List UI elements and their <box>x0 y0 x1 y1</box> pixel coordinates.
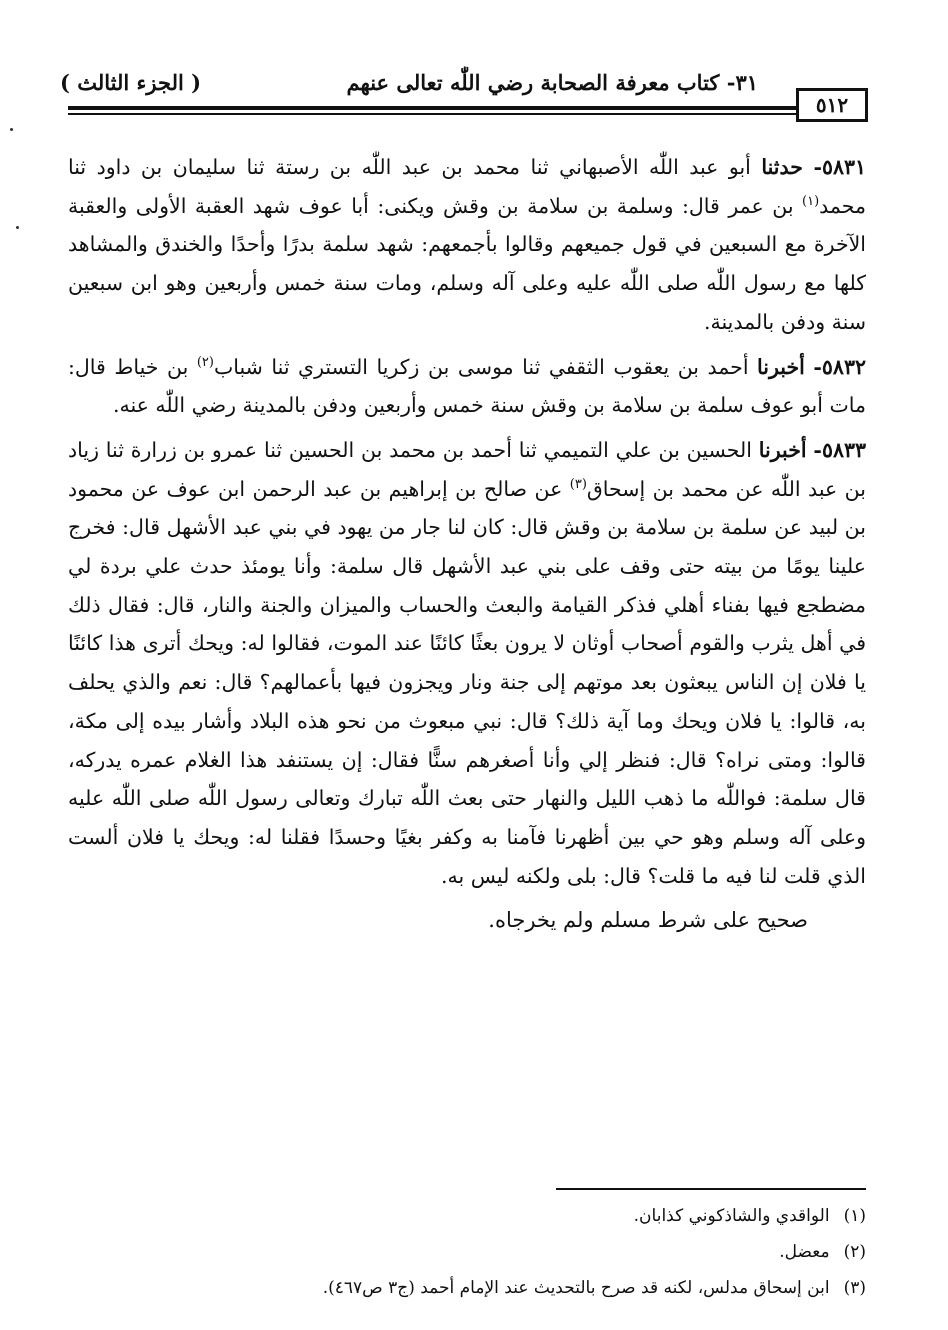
hadith-number: ٥٨٣٣- <box>813 437 866 462</box>
scan-speck <box>10 128 13 131</box>
header-rule-thin <box>68 113 868 115</box>
footnote-ref[interactable]: (١) <box>802 193 820 209</box>
hadith-5831 <box>68 148 866 342</box>
footnote-text: ابن إسحاق مدلس، لكنه قد صرح بالتحديث عند الإمام أحمد (ج٣ ص٤٦٧). <box>322 1278 830 1298</box>
footnote-3 <box>68 1270 866 1306</box>
footnote-divider <box>556 1188 866 1190</box>
footnote-text: الواقدي والشاذكوني كذابان. <box>633 1206 830 1226</box>
footnote-mark: (٣) <box>843 1278 866 1298</box>
grading-note: صحيح على شرط مسلم ولم يخرجاه. <box>488 908 808 933</box>
main-text <box>68 148 866 940</box>
hadith-number: ٥٨٣٢- <box>813 354 866 379</box>
footnote-2 <box>68 1234 866 1270</box>
hadith-text: بن عمر قال: وسلمة بن سلامة بن وقش ويكنى: أبا عوف شهد العقبة الأولى والعقبة الآخرة مع السبعين في قول جميعهم وقالوا بأجمعهم: شهد سلمة بدرًا وأحدًا والخندق والمشاهد كلها مع رسول اللّٰه صلى اللّٰه عليه وعلى آله وسلم، ومات سنة خمس وأربعين وهو ابن سبعين سنة ودفن بالمدينة. <box>68 193 866 334</box>
footnotes <box>68 1198 866 1306</box>
hadith-text: أبو عبد اللّٰه الأصبهاني ثنا محمد بن عبد اللّٰه بن رستة ثنا سليمان بن داود ثنا محمد <box>68 155 866 218</box>
hadith-verb: حدثنا <box>761 155 803 179</box>
footnote-mark: (١) <box>843 1206 866 1226</box>
footnote-ref[interactable]: (٣) <box>569 476 587 492</box>
hadith-5832 <box>68 348 866 425</box>
hadith-text: أحمد بن يعقوب الثقفي ثنا موسى بن زكريا التستري ثنا شباب <box>213 354 749 379</box>
footnote-text: معضل. <box>779 1242 830 1262</box>
running-header <box>60 62 868 102</box>
hadith-5833 <box>68 431 866 895</box>
scan-speck <box>16 226 19 229</box>
page-number: ٥١٢ <box>796 88 868 122</box>
footnote-1 <box>68 1198 866 1234</box>
volume-label: ( الجزء الثالث ) <box>60 70 202 95</box>
hadith-verb: أخبرنا <box>758 437 807 462</box>
hadith-text: الحسين بن علي التميمي ثنا أحمد بن محمد بن الحسين ثنا عمرو بن زرارة ثنا زياد بن عبد اللّٰه عن محمد بن إسحاق <box>68 437 866 501</box>
hadith-verb: أخبرنا <box>757 354 805 379</box>
hadith-text: عن صالح بن إبراهيم بن عبد الرحمن ابن عوف عن محمود بن لبيد عن سلمة بن سلامة بن وقش قال: كان لنا جار من يهود في بني عبد الأشهل قال: فخرج علينا يومًا من بيته حتى وقف على بني عبد الأشهل قال سلمة: وأنا يومئذ حدث علي بردة لي مضطجع فيها بفناء أهلي فذكر القيامة والبعث والحساب والميزان والجنة والنار، قال: فقال ذلك في أهل يثرب والقوم أصحاب أوثان لا يرون بعثًا كائنًا عند الموت، فقالوا له: ويحك أترى هذا كائنًا يا فلان إن الناس يبعثون بعد موتهم إلى جنة ونار ويجزون فيها بأعمالهم؟ قال: نعم والذي يحلف به، قالوا: يا فلان ويحك وما آية ذلك؟ قال: نبي مبعوث من نحو هذه البلاد وأشار بيده إلى مكة، قالوا: ومتى نراه؟ قال: فنظر إلي وأنا أصغرهم سنًّا فقال: إن يستنفد هذا الغلام عمره يدركه، قال سلمة: فواللّٰه ما ذهب الليل والنهار حتى بعث اللّٰه تبارك وتعالى رسول اللّٰه صلى اللّٰه عليه وعلى آله وسلم وهو حي بين أظهرنا فآمنا به وكفر بغيًا وحسدًا فقلنا له: ويحك يا فلان ألست الذي قلت لنا فيه ما قلت؟ قال: بلى ولكنه ليس به. <box>68 476 866 888</box>
footnote-ref[interactable]: (٢) <box>196 354 214 370</box>
header-rule-thick <box>68 106 868 110</box>
hadith-text: بن خياط قال: مات أبو عوف سلمة بن سلامة بن وقش سنة خمس وأربعين ودفن بالمدينة رضي اللّٰه عنه. <box>68 354 866 418</box>
hadith-number: ٥٨٣١- <box>813 155 866 179</box>
book-title: ٣١- كتاب معرفة الصحابة رضي اللّٰه تعالى عنهم <box>346 70 758 95</box>
footnote-mark: (٢) <box>843 1242 866 1262</box>
